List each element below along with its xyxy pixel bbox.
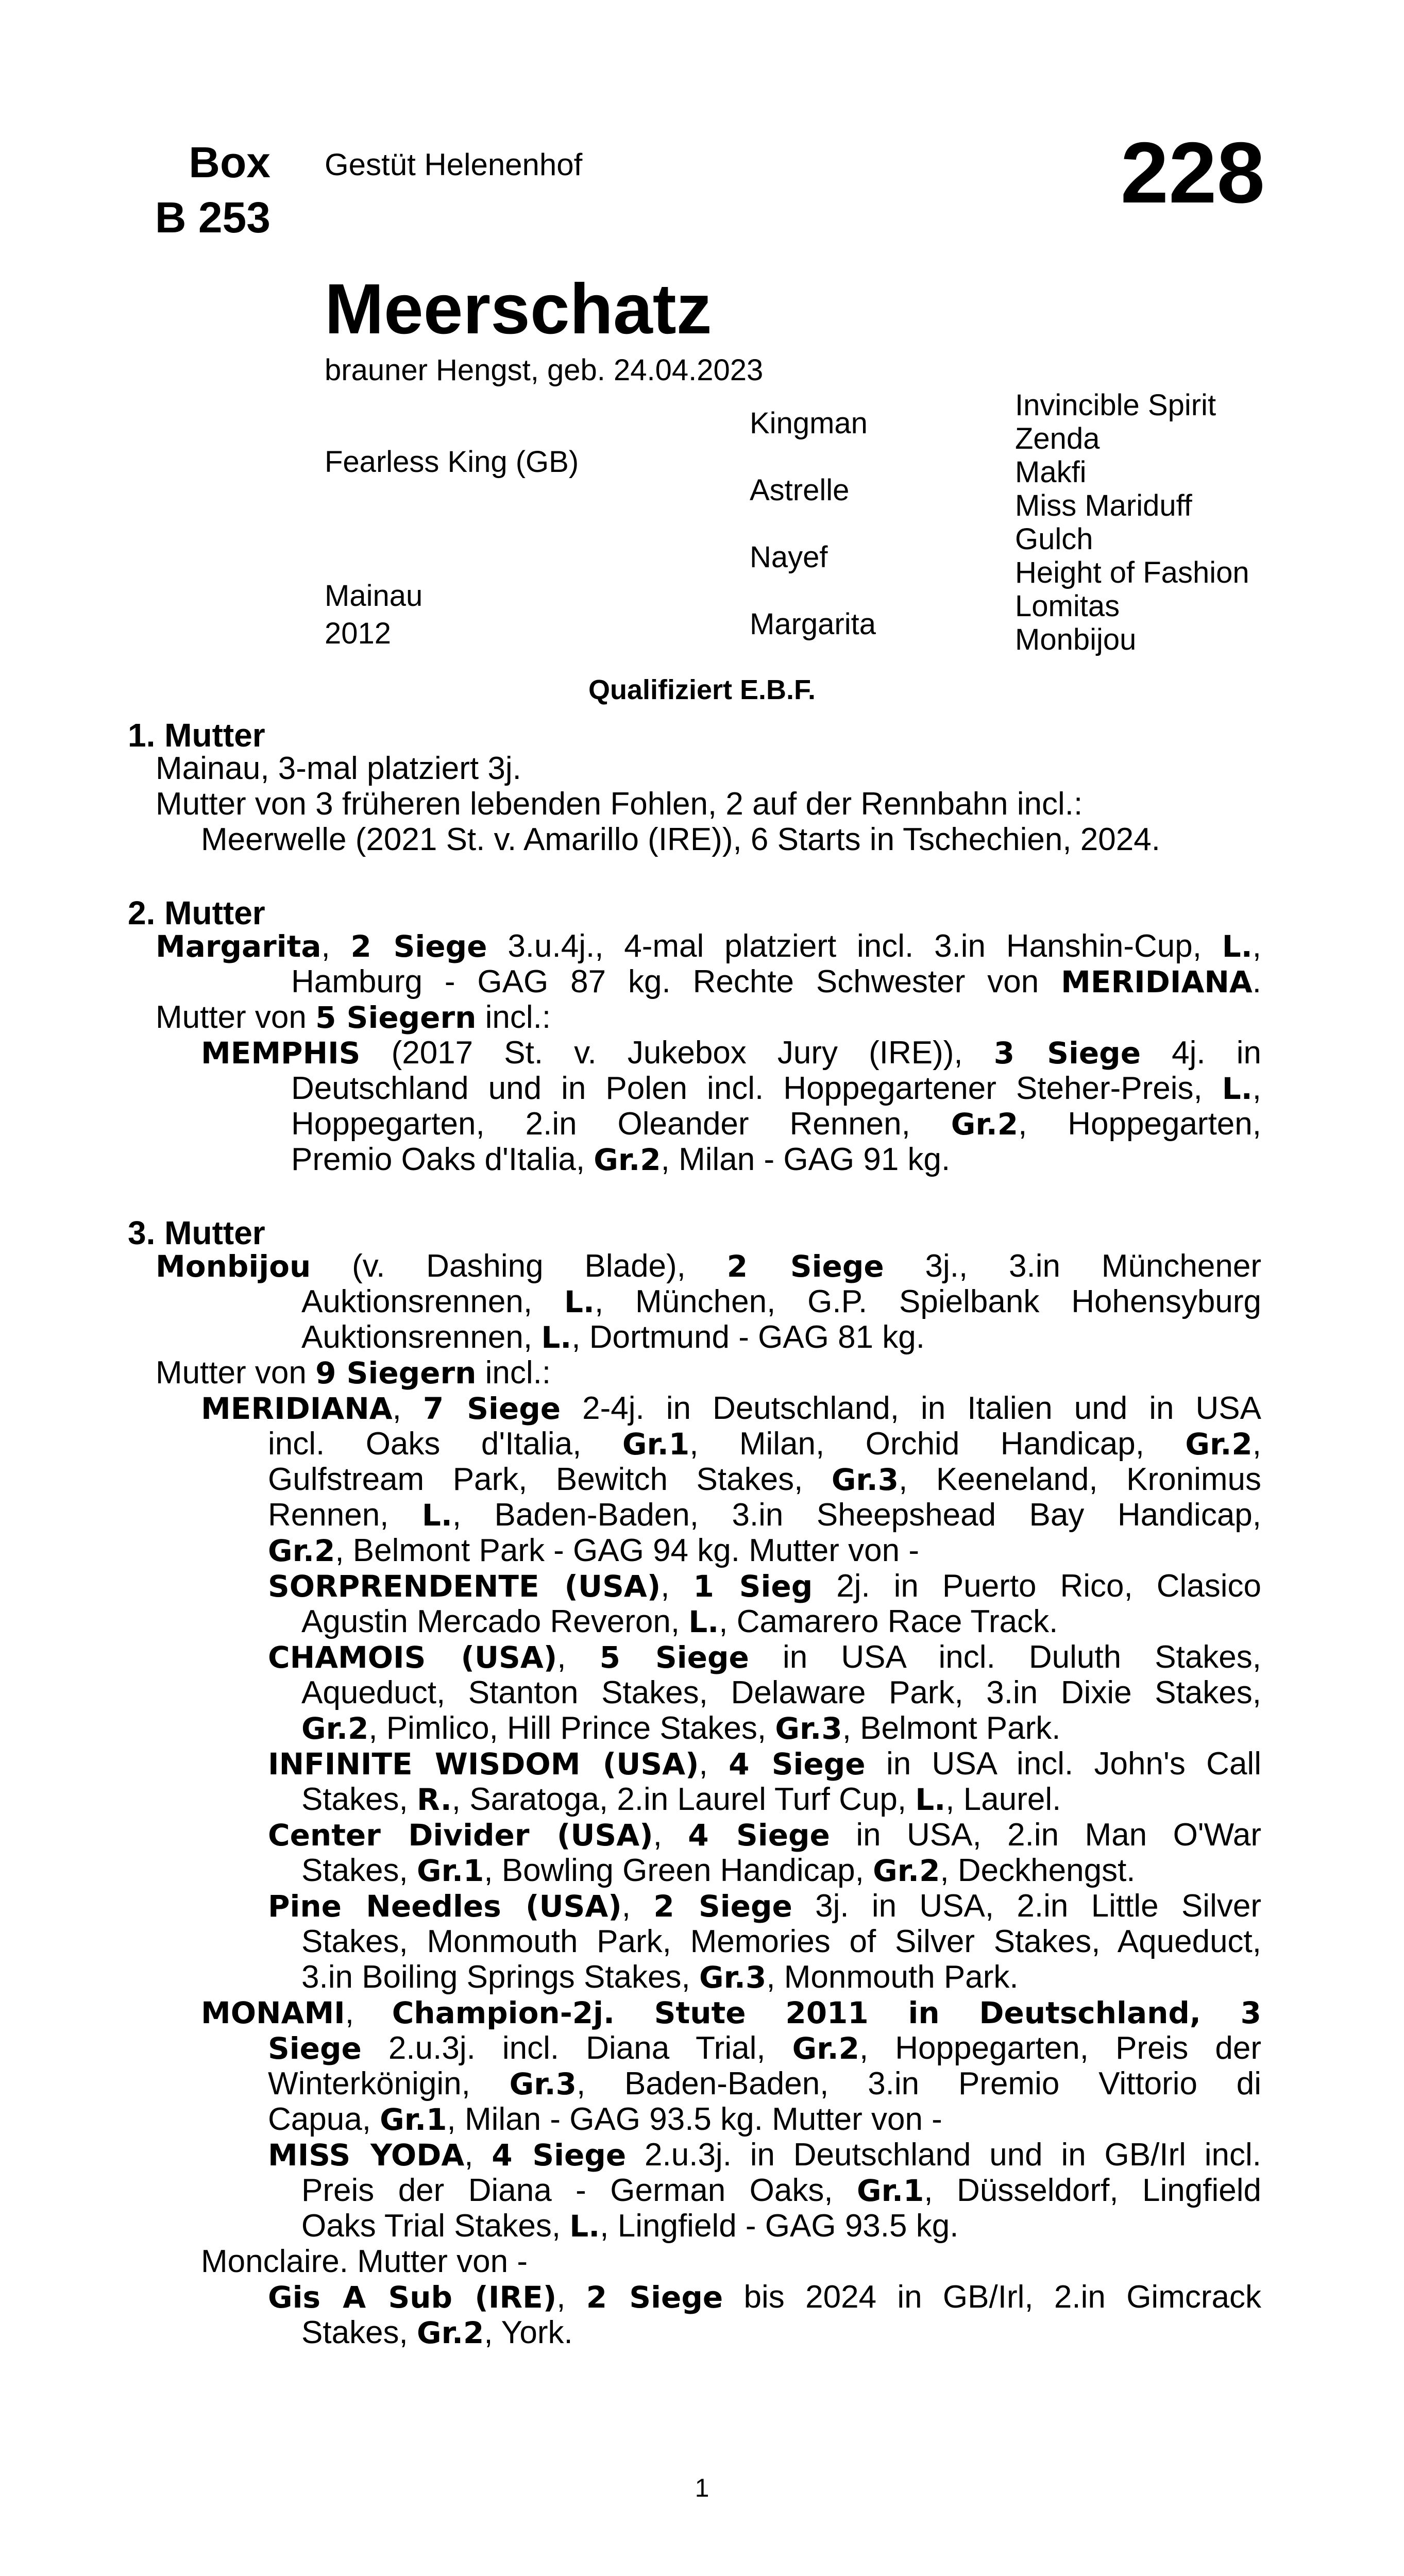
text: Auktionsrennen,	[301, 1319, 542, 1355]
lot-number: 228	[1120, 124, 1265, 221]
text: ,	[1252, 1426, 1261, 1462]
text: , Laurel.	[945, 1782, 1061, 1817]
text: , Monmouth Park.	[766, 1959, 1019, 1995]
box-label: Box	[189, 138, 270, 187]
bold-text: Gr.2	[951, 1107, 1019, 1142]
pedigree-great-grandparent: Miss Mariduff	[1015, 489, 1192, 522]
pedigree-line	[301, 1284, 1261, 1320]
text: Mutter von	[156, 999, 316, 1035]
bold-text: MEMPHIS	[201, 1036, 361, 1071]
pedigree-line	[156, 786, 1261, 822]
text: ,	[653, 1817, 688, 1853]
text: , Milan, Orchid Handicap,	[689, 1426, 1186, 1462]
text: Meerwelle (2021 St. v. Amarillo (IRE)), 6 Starts in Tschechien, 2024.	[201, 822, 1160, 857]
pedigree-line	[201, 2244, 1261, 2280]
horse-name: Meerschatz	[325, 269, 712, 349]
pedigree-line	[268, 1568, 1261, 1604]
text: 3.u.4j., 4-mal platziert incl. 3.in Hanshin-Cup,	[487, 928, 1222, 964]
text: Mutter von 3 früheren lebenden Fohlen, 2 auf der Rennbahn incl.:	[156, 786, 1083, 822]
text: ,	[621, 1888, 654, 1924]
pedigree-line	[301, 2315, 1261, 2351]
bold-text: 2 Siege	[726, 1249, 884, 1284]
text: ,	[557, 1639, 600, 1675]
bold-text: 1 Sieg	[693, 1569, 813, 1604]
bold-text: L.	[1222, 1071, 1253, 1106]
pedigree-great-grandparent: Monbijou	[1015, 623, 1137, 656]
text: , Bowling Green Handicap,	[484, 1853, 873, 1888]
pedigree-line	[156, 1355, 1261, 1391]
pedigree-great-grandparent: Invincible Spirit	[1015, 388, 1216, 422]
bold-text: Gis A Sub (IRE)	[268, 2280, 557, 2315]
bold-text: MONAMI	[201, 1995, 345, 2030]
text: in USA, 2.in Man O'War	[830, 1817, 1261, 1853]
pedigree-line	[291, 1142, 1261, 1178]
pedigree-line	[268, 2279, 1261, 2315]
stud-name: Gestüt Helenenhof	[325, 147, 583, 182]
text: 3.in Boiling Springs Stakes,	[301, 1959, 699, 1995]
text: Winterkönigin,	[268, 2066, 510, 2102]
bold-text: Gr.1	[622, 1427, 690, 1462]
bold-text: Gr.3	[775, 1711, 842, 1746]
bold-text: Margarita	[156, 929, 322, 964]
bold-text: Champion-2j. Stute 2011 in Deutschland, 3	[392, 1995, 1261, 2030]
text: Hamburg - GAG 87 kg. Rechte Schwester von	[291, 964, 1061, 999]
section-title-second-dam: 2. Mutter	[128, 894, 265, 931]
text: , York.	[484, 2315, 573, 2350]
pedigree-great-grandparent: Lomitas	[1015, 589, 1120, 623]
text: , Belmont Park - GAG 94 kg. Mutter von -	[335, 1533, 919, 1568]
bold-text: L.	[564, 1284, 595, 1319]
pedigree-line	[268, 2066, 1261, 2102]
text: ,	[321, 928, 351, 964]
bold-text: SORPRENDENTE (USA)	[268, 1569, 661, 1604]
text: , Lingfield - GAG 93.5 kg.	[600, 2208, 959, 2244]
pedigree-line	[301, 1710, 1261, 1747]
horse-description: brauner Hengst, geb. 24.04.2023	[325, 353, 764, 387]
pedigree-dam: Mainau	[325, 579, 423, 613]
bold-text: INFINITE WISDOM (USA)	[268, 1747, 699, 1782]
section-title-third-dam: 3. Mutter	[128, 1214, 265, 1251]
text: , Düsseldorf, Lingfield	[924, 2173, 1261, 2208]
section-title-first-dam: 1. Mutter	[128, 717, 265, 754]
text: ,	[392, 1391, 423, 1426]
pedigree-grandparent: Kingman	[750, 406, 868, 440]
text: Gulfstream Park, Bewitch Stakes,	[268, 1462, 832, 1497]
text: ,	[699, 1746, 729, 1782]
bold-text: 5 Siegern	[315, 1000, 477, 1035]
pedigree-line	[201, 822, 1261, 858]
bold-text: R.	[417, 1782, 452, 1817]
text: 3j. in USA, 2.in Little Silver	[792, 1888, 1261, 1924]
pedigree-line	[201, 1995, 1261, 2031]
pedigree-grandparent: Nayef	[750, 540, 828, 574]
bold-text: MERIDIANA	[201, 1391, 393, 1426]
text: Hoppegarten, 2.in Oleander Rennen,	[291, 1106, 951, 1142]
pedigree-line	[268, 1639, 1261, 1675]
bold-text: MERIDIANA	[1061, 964, 1253, 999]
bold-text: Gr.2	[594, 1142, 661, 1177]
text: in USA incl. John's Call	[865, 1746, 1261, 1782]
text: , Hoppegarten,	[1018, 1106, 1261, 1142]
bold-text: Gr.3	[699, 1960, 767, 1995]
bold-text: Monbijou	[156, 1249, 311, 1284]
text: Oaks Trial Stakes,	[301, 2208, 570, 2244]
bold-text: Center Divider (USA)	[268, 1818, 653, 1853]
text: , Milan - GAG 91 kg.	[661, 1142, 951, 1177]
bold-text: Gr.3	[509, 2066, 577, 2102]
text: Stakes,	[301, 2315, 417, 2350]
text: , Baden-Baden, 3.in Sheepshead Bay Handicap,	[452, 1497, 1261, 1533]
bold-text: Gr.2	[417, 2315, 484, 2350]
bold-text: Gr.3	[831, 1462, 899, 1497]
text: Monclaire. Mutter von -	[201, 2244, 528, 2279]
bold-text: 2 Siege	[653, 1889, 792, 1924]
pedigree-line	[201, 1035, 1261, 1071]
bold-text: L.	[1222, 929, 1253, 964]
bold-text: L.	[688, 1604, 719, 1639]
bold-text: 2 Siege	[586, 2280, 723, 2315]
pedigree-line	[301, 2208, 1261, 2244]
text: incl. Oaks d'Italia,	[268, 1426, 622, 1462]
text: , Saratoga, 2.in Laurel Turf Cup,	[451, 1782, 916, 1817]
text: (2017 St. v. Jukebox Jury (IRE)),	[360, 1035, 994, 1071]
text: , Baden-Baden, 3.in Premio Vittorio di	[576, 2066, 1261, 2102]
text: ,	[345, 1995, 392, 2030]
pedigree-line	[291, 1071, 1261, 1107]
text: 4j. in	[1141, 1035, 1261, 1071]
text: ,	[1252, 928, 1261, 964]
text: 2-4j. in Deutschland, in Italien und in USA	[561, 1391, 1261, 1426]
bold-text: 4 Siege	[492, 2138, 627, 2173]
pedigree-line	[156, 751, 1261, 787]
pedigree-line	[301, 2173, 1261, 2209]
bold-text: Gr.2	[873, 1853, 940, 1888]
bold-text: 3 Siege	[993, 1036, 1141, 1071]
pedigree-line	[301, 1959, 1261, 1995]
bold-text: Gr.1	[380, 2102, 447, 2137]
qualification-note: Qualifiziert E.B.F.	[588, 674, 816, 705]
pedigree-line	[301, 1853, 1261, 1889]
text: , München, G.P. Spielbank Hohensyburg	[594, 1284, 1261, 1319]
text: , Camarero Race Track.	[719, 1604, 1058, 1639]
pedigree-line	[291, 964, 1261, 1000]
bold-text: MISS YODA	[268, 2138, 465, 2173]
pedigree-great-grandparent: Height of Fashion	[1015, 556, 1249, 589]
pedigree-line	[268, 1746, 1261, 1782]
pedigree-line	[156, 928, 1261, 964]
text: Preis der Diana - German Oaks,	[301, 2173, 857, 2208]
text: bis 2024 in GB/Irl, 2.in Gimcrack	[723, 2279, 1261, 2315]
pedigree-grandparent: Astrelle	[750, 473, 850, 507]
pedigree-line	[268, 1426, 1261, 1462]
bold-text: 9 Siegern	[315, 1355, 477, 1391]
pedigree-line	[291, 1106, 1261, 1142]
pedigree-sire: Fearless King (GB)	[325, 445, 579, 479]
pedigree-line	[301, 1782, 1261, 1818]
text: .	[1252, 964, 1261, 999]
bold-text: Gr.2	[301, 1711, 369, 1746]
text: , Deckhengst.	[940, 1853, 1136, 1888]
pedigree-line	[268, 1462, 1261, 1498]
pedigree-line	[268, 1497, 1261, 1533]
text: , Pimlico, Hill Prince Stakes,	[368, 1710, 775, 1746]
text: Stakes, Monmouth Park, Memories of Silver Stakes, Aqueduct,	[301, 1924, 1261, 1959]
text: Agustin Mercado Reveron,	[301, 1604, 689, 1639]
pedigree-line	[268, 2030, 1261, 2066]
bold-text: Siege	[268, 2031, 362, 2066]
bold-text: L.	[541, 1320, 572, 1355]
pedigree-line	[301, 1604, 1261, 1640]
text: Deutschland und in Polen incl. Hoppegartener Steher-Preis,	[291, 1071, 1222, 1106]
text: incl.:	[476, 1355, 551, 1391]
text: Aqueduct, Stanton Stakes, Delaware Park, 3.in Dixie Stakes,	[301, 1675, 1261, 1710]
bold-text: L.	[421, 1498, 452, 1533]
bold-text: 4 Siege	[729, 1747, 866, 1782]
text: (v. Dashing Blade),	[311, 1248, 727, 1284]
bold-text: CHAMOIS (USA)	[268, 1640, 557, 1675]
pedigree-line	[268, 2102, 1261, 2138]
text: , Hoppegarten, Preis der	[859, 2030, 1261, 2066]
bold-text: 7 Siege	[422, 1391, 561, 1426]
box-number: B 253	[155, 193, 270, 242]
bold-text: Gr.1	[857, 2173, 924, 2208]
pedigree-grandparent: Margarita	[750, 607, 876, 641]
text: Auktionsrennen,	[301, 1284, 564, 1319]
pedigree-line	[301, 1319, 1261, 1355]
text: , Belmont Park.	[842, 1710, 1061, 1746]
text: Stakes,	[301, 1853, 417, 1888]
text: ,	[661, 1568, 693, 1604]
text: Mutter von	[156, 1355, 316, 1391]
pedigree-line	[268, 2137, 1261, 2173]
text: 2j. in Puerto Rico, Clasico	[813, 1568, 1261, 1604]
bold-text: Gr.2	[792, 2031, 859, 2066]
text: 2.u.3j. incl. Diana Trial,	[361, 2030, 792, 2066]
text: ,	[556, 2279, 586, 2315]
pedigree-great-grandparent: Gulch	[1015, 522, 1093, 556]
pedigree-line	[268, 1888, 1261, 1924]
text: Capua,	[268, 2102, 380, 2137]
text: 2.u.3j. in Deutschland und in GB/Irl incl.	[626, 2137, 1261, 2173]
pedigree-line	[156, 1248, 1261, 1284]
bold-text: 2 Siege	[350, 929, 487, 964]
text: ,	[1252, 1071, 1261, 1106]
pedigree-great-grandparent: Makfi	[1015, 455, 1087, 489]
bold-text: L.	[915, 1782, 946, 1817]
bold-text: 4 Siege	[688, 1818, 830, 1853]
text: Rennen,	[268, 1497, 422, 1533]
text: , Keeneland, Kronimus	[899, 1462, 1261, 1497]
pedigree-dam-year: 2012	[325, 617, 392, 650]
pedigree-line	[268, 1817, 1261, 1853]
pedigree-line	[201, 1391, 1261, 1427]
page-number: 1	[695, 2473, 709, 2502]
pedigree-great-grandparent: Zenda	[1015, 422, 1100, 455]
text: Mainau, 3-mal platziert 3j.	[156, 751, 521, 786]
pedigree-line	[268, 1533, 1261, 1569]
pedigree-line	[156, 999, 1261, 1036]
bold-text: 5 Siege	[599, 1640, 749, 1675]
text: , Dortmund - GAG 81 kg.	[571, 1319, 925, 1355]
text: Premio Oaks d'Italia,	[291, 1142, 594, 1177]
bold-text: L.	[569, 2209, 600, 2244]
text: in USA incl. Duluth Stakes,	[749, 1639, 1261, 1675]
bold-text: Gr.2	[268, 1533, 335, 1568]
bold-text: Pine Needles (USA)	[268, 1889, 622, 1924]
bold-text: Gr.2	[1185, 1427, 1253, 1462]
bold-text: Gr.1	[417, 1853, 484, 1888]
text: 3j., 3.in Münchener	[884, 1248, 1261, 1284]
pedigree-line	[301, 1924, 1261, 1960]
text: , Milan - GAG 93.5 kg. Mutter von -	[447, 2102, 942, 2137]
pedigree-line	[301, 1675, 1261, 1711]
text: incl.:	[476, 999, 551, 1035]
text: ,	[464, 2137, 492, 2173]
text: Stakes,	[301, 1782, 417, 1817]
